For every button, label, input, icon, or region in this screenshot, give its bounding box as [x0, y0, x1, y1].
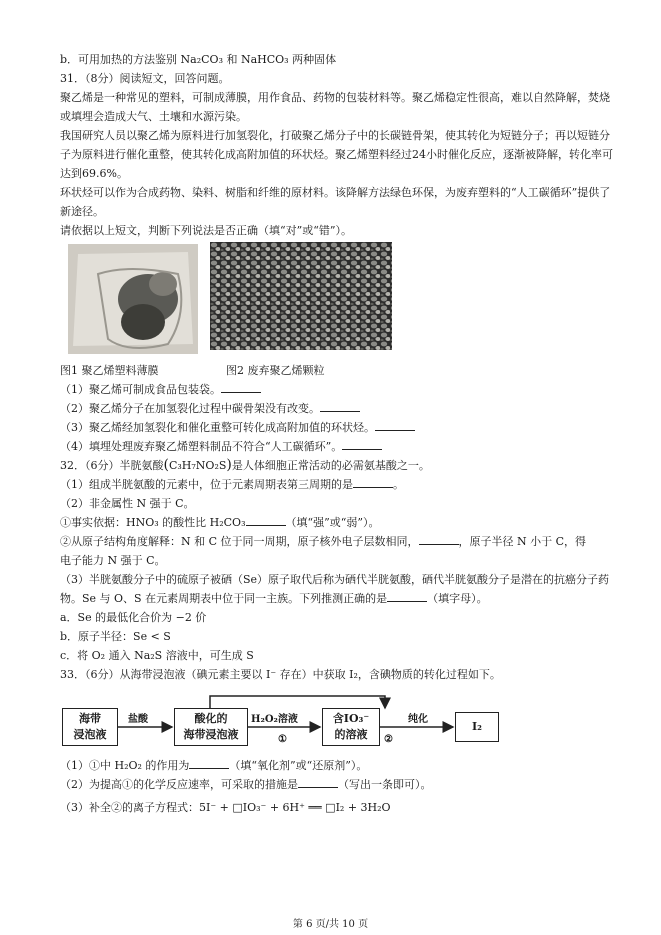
q32-option-a: a．Se 的最低化合价为 −2 价 [60, 611, 207, 624]
q31-item-3: （3）聚乙烯经加氢裂化和催化重整可转化成高附加值的环状烃。 [60, 418, 620, 437]
q31-item-2: （2）聚乙烯分子在加氢裂化过程中碳骨架没有改变。 [60, 399, 620, 418]
box-kelp-soak: 海带 浸泡液 [62, 708, 118, 746]
q32-part-2: （2）非金属性 N 强于 C。 [60, 497, 195, 510]
q31-paragraph-3: 环状烃可以作为合成药物、染料、树脂和纤维的原材料。该降解方法绿色环保，为废弃塑料的“人工碳循环”提供了新途径。 [60, 186, 611, 218]
q32-part-2-explain-cont: 电子能力 N 强于 C。 [60, 554, 166, 567]
label-step-2: ② [384, 734, 393, 745]
q31-figures [60, 242, 620, 357]
cysteine-formula: C₃H₇NO₂S [168, 459, 227, 472]
figure-1-caption: 图1 聚乙烯塑料薄膜 [60, 364, 159, 377]
q32-option-b: b．原子半径：Se < S [60, 630, 171, 643]
q33-part-2: （2）为提高①的化学反应速率，可采取的措施是 （写出一条即可）。 [60, 775, 620, 794]
q32-part-2-explain: ②从原子结构角度解释：N 和 C 位于同一周期，原子核外电子层数相同， ，原子半径 N 小于 C，得 [60, 532, 620, 551]
q31-item-1: （1）聚乙烯可制成食品包装袋。 [60, 380, 620, 399]
q31-paragraph-1: 聚乙烯是一种常见的塑料，可制成薄膜，用作食品、药物的包装材料等。聚乙烯稳定性很高，难以自然降解，焚烧或填埋会造成大气、土壤和水源污染。 [60, 91, 610, 123]
q31-item-4: （4）填埋处理废弃聚乙烯塑料制品不符合“人工碳循环”。 [60, 437, 620, 456]
label-h2o2: H₂O₂溶液 [251, 714, 298, 725]
box-iodine: I₂ [455, 712, 499, 742]
box-iodate-solution: 含IO₃⁻ 的溶液 [322, 708, 380, 746]
exam-page [60, 50, 620, 817]
q33-part-3: （3）补全②的离子方程式：5I⁻ + □IO₃⁻ + 6H⁺ ══ □I₂ + 3H₂O [60, 801, 391, 814]
q32-option-c: c．将 O₂ 通入 Na₂S 溶液中，可生成 S [60, 649, 254, 662]
q32-header: 32．（6分）半胱氨酸(C₃H₇NO₂S)是人体细胞正常活动的必需氨基酸之一。 [60, 457, 430, 473]
label-step-1: ① [278, 734, 287, 745]
figure-2-caption: 图2 废弃聚乙烯颗粒 [226, 364, 325, 377]
q33-header: 33．（6分）从海带浸泡液（碘元素主要以 I⁻ 存在）中获取 I₂，含碘物质的转化过程如下。 [60, 668, 501, 681]
figure-2-image [210, 242, 392, 350]
q32-part-1: （1）组成半胱氨酸的元素中，位于元素周期表第三周期的是 。 [60, 475, 620, 494]
label-purify: 纯化 [408, 714, 428, 725]
q31-header: 31．（8分）阅读短文，回答问题。 [60, 72, 230, 85]
figure-1-image [68, 244, 198, 354]
box-acidified-soak: 酸化的 海带浸泡液 [174, 708, 248, 746]
q31-instruction: 请依据以上短文，判断下列说法是否正确（填“对”或“错”）。 [60, 224, 352, 237]
q30-option-b: b．可用加热的方法鉴别 Na₂CO₃ 和 NaHCO₃ 两种固体 [60, 53, 337, 66]
label-hydrochloric-acid: 盐酸 [128, 714, 148, 725]
page-footer: 第 6 页/共 10 页 [292, 919, 369, 930]
q31-paragraph-2: 我国研究人员以聚乙烯为原料进行加氢裂化，打破聚乙烯分子中的长碳链骨架，使其转化为短链分子；再以短链分子为原料进行催化重整，使其转化成高附加值的环状烃。聚乙烯塑料经过24小时催化反应，逐渐被降解，转化率可达到69.6%。 [60, 129, 613, 180]
iodine-flowchart [60, 690, 620, 752]
q32-part-3: （3）半胱氨酸分子中的硫原子被硒（Se）原子取代后称为硒代半胱氨酸，硒代半胱氨酸分子是潜在的抗癌分子药物。Se 与 O、S 在元素周期表中位于同一主族。下列推测正确的是 （填字母）。 [60, 573, 610, 605]
q33-part-1: （1）①中 H₂O₂ 的作用为 （填“氧化剂”或“还原剂”）。 [60, 756, 620, 775]
figure-captions [60, 361, 620, 380]
q32-part-2-fact: ①事实依据：HNO₃ 的酸性比 H₂CO₃ （填“强”或“弱”）。 [60, 513, 620, 532]
